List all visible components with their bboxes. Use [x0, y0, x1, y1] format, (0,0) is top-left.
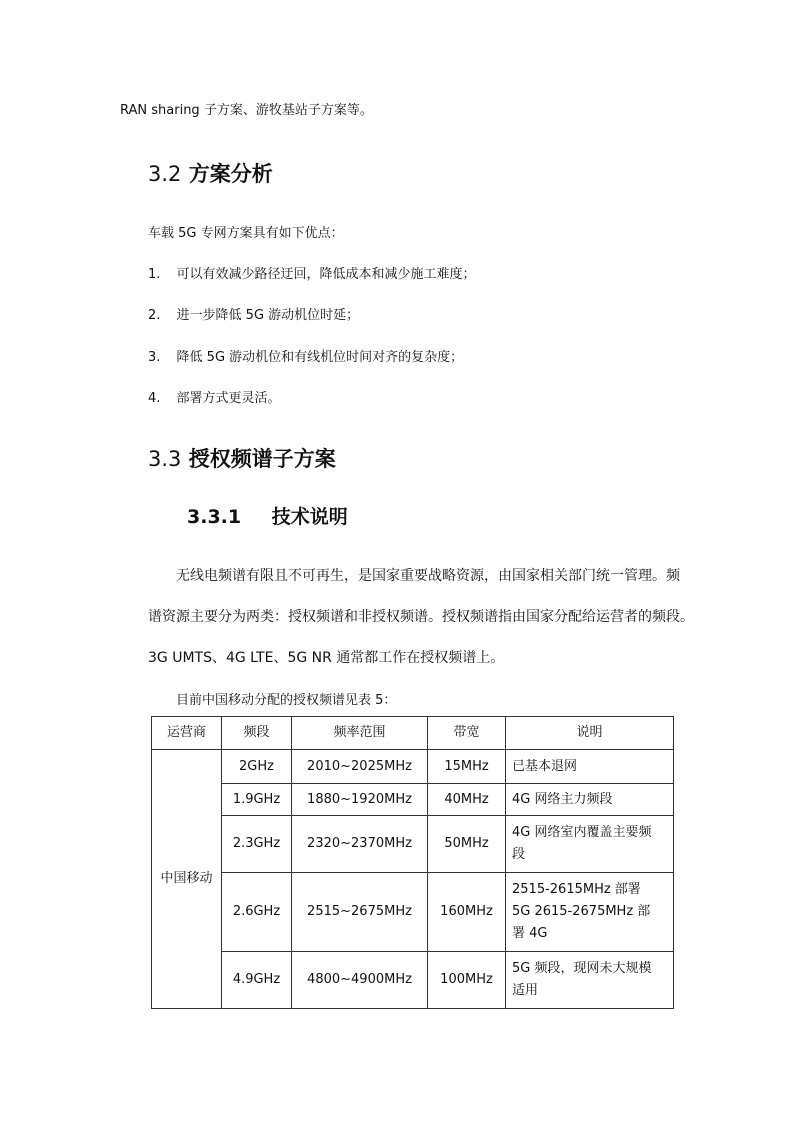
intro-line: RAN sharing 子方案、游牧基站子方案等。	[120, 103, 373, 118]
range-cell: 4800~4900MHz	[292, 952, 428, 1009]
section-title: 方案分析	[188, 162, 273, 186]
list-number: 2.	[148, 308, 161, 323]
list-item	[148, 387, 281, 406]
band-cell: 2.3GHz	[222, 816, 292, 873]
list-number: 1.	[148, 267, 161, 282]
header-cell: 频率范围	[292, 717, 428, 750]
note-cell	[506, 873, 674, 952]
range-cell: 2515~2675MHz	[292, 873, 428, 952]
note-line: 段	[512, 847, 526, 862]
operator-cell: 中国移动	[152, 750, 222, 1009]
table-row	[152, 750, 674, 784]
bandwidth-cell: 100MHz	[428, 952, 506, 1009]
header-cell: 带宽	[428, 717, 506, 750]
subsection-title: 技术说明	[271, 506, 348, 528]
table-row	[152, 873, 674, 952]
band-cell: 1.9GHz	[222, 784, 292, 816]
note-line: 署 4G	[512, 926, 548, 941]
range-cell: 1880~1920MHz	[292, 784, 428, 816]
table-header-row	[152, 717, 674, 750]
header-cell: 说明	[506, 717, 674, 750]
table-row	[152, 816, 674, 873]
band-cell: 2.6GHz	[222, 873, 292, 952]
bandwidth-cell: 40MHz	[428, 784, 506, 816]
paragraph-line: 谱资源主要分为两类：授权频谱和非授权频谱。授权频谱指由国家分配给运营者的频段。	[148, 609, 694, 625]
header-cell: 频段	[222, 717, 292, 750]
table-row	[152, 952, 674, 1009]
list-number: 4.	[148, 391, 161, 406]
note-line: 4G 网络主力频段	[512, 791, 613, 807]
header-cell: 运营商	[152, 717, 222, 750]
range-cell: 2010~2025MHz	[292, 750, 428, 784]
bandwidth-cell: 160MHz	[428, 873, 506, 952]
note-cell	[506, 816, 674, 873]
subsection-number: 3.3.1	[187, 506, 242, 528]
list-number: 3.	[148, 350, 161, 365]
section-heading-3-2	[148, 158, 273, 188]
advantages-intro: 车载 5G 专网方案具有如下优点：	[148, 226, 344, 241]
table-caption: 目前中国移动分配的授权频谱见表 5：	[176, 693, 397, 708]
list-text: 可以有效减少路径迂回，降低成本和减少施工难度；	[176, 267, 476, 282]
note-cell	[506, 784, 674, 816]
list-text: 进一步降低 5G 游动机位时延；	[176, 308, 360, 323]
list-text: 降低 5G 游动机位和有线机位时间对齐的复杂度；	[176, 350, 464, 365]
note-line: 适用	[512, 983, 539, 998]
note-line: 2515-2615MHz 部署	[512, 882, 641, 897]
range-cell: 2320~2370MHz	[292, 816, 428, 873]
paragraph-line: 无线电频谱有限且不可再生，是国家重要战略资源，由国家相关部门统一管理。频	[176, 568, 680, 584]
paragraph-line: 3G UMTS、4G LTE、5G NR 通常都工作在授权频谱上。	[148, 650, 505, 666]
table-row	[152, 784, 674, 816]
note-line: 已基本退网	[512, 758, 578, 774]
section-number: 3.3	[148, 447, 182, 471]
note-line: 5G 频段，现网未大规模	[512, 961, 652, 976]
list-item	[148, 304, 359, 323]
band-cell: 4.9GHz	[222, 952, 292, 1009]
list-text: 部署方式更灵活。	[176, 391, 281, 406]
section-number: 3.2	[148, 162, 182, 186]
note-cell	[506, 750, 674, 784]
list-item	[148, 263, 476, 282]
list-item	[148, 346, 463, 365]
bandwidth-cell: 50MHz	[428, 816, 506, 873]
spectrum-table	[151, 716, 674, 1009]
note-line: 5G 2615-2675MHz 部	[512, 904, 651, 919]
section-heading-3-3	[148, 443, 336, 473]
band-cell: 2GHz	[222, 750, 292, 784]
note-cell	[506, 952, 674, 1009]
bandwidth-cell: 15MHz	[428, 750, 506, 784]
note-line: 4G 网络室内覆盖主要频	[512, 825, 652, 840]
subsection-heading-3-3-1	[187, 502, 348, 529]
section-title: 授权频谱子方案	[188, 447, 336, 471]
